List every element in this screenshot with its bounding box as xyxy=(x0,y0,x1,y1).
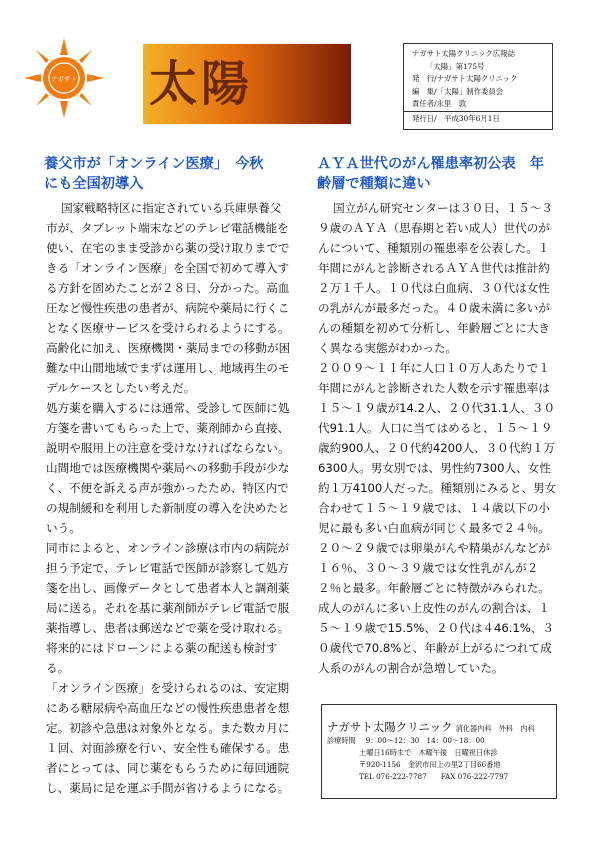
right-article-body xyxy=(318,198,558,678)
clinic-hours: 9：00～12：30 14：00～18：00 xyxy=(365,736,485,745)
title-banner xyxy=(143,44,351,124)
right-article-headline xyxy=(317,154,577,194)
editor: 編 集/「太陽」制作委員会 xyxy=(412,86,504,96)
publication-info-box xyxy=(403,43,553,130)
publisher: 発 行/ナガサト太陽クリニック xyxy=(412,74,518,84)
left-paragraph-3: 同市によると、オンライン診療は市内の病院が担う予定で、テレビ電話で医師が診察して処方箋を出し、画像データとして患者本人と調剤薬局に送る。それを基に薬剤師がテレビ電話で服薬指導し、患者は郵送などで薬を受け取れる。将来的にはドローンによる薬の配送も検討する。 xyxy=(46,541,290,675)
hours-label: 診療時間 xyxy=(327,736,356,745)
left-article-body xyxy=(46,198,292,798)
clinic-fax: FAX 076-222-7797 xyxy=(440,772,509,781)
publication-name: ナガサト太陽クリニック広報誌 xyxy=(412,49,515,58)
clinic-name: ナガサト太陽クリニック xyxy=(327,720,453,734)
clinic-departments: 消化器内科 外科 内科 xyxy=(455,724,535,733)
sun-logo-icon xyxy=(22,36,106,120)
right-headline-line-2: 齢層で種類に違い xyxy=(317,176,431,192)
info-divider xyxy=(404,111,553,112)
right-paragraph-2: ２００９～１１年に人口１０万人あたりで１年間にがんと診断された人数を示す罹患率は１５～１９歳が14.2人、２０代31.1人、３０代91.1人。人口に当てはめると、１５～１９歳約900人、２０代約4200人、３０代約１万6300人。男女別では、男性約7300人、女性約１万4100人だった。種類別にみると、男女合わせて１５～１９歳では、１４歳以下の小児に最も多い白血病が同じく最多で２４％。２０～２９歳では卵巣がんや精巣がんなどが１６％、３０～３９歳では女性乳がんが２２％と最多。年齢層ごとに特徴がみられた。成人のがんに多い上皮性のがんの割合は、１５～１９歳で15.5%、２０代は４46.1%、３０歳代で70.8%と、年齢が上がるにつれて成人系のがんの割合が急増していた。 xyxy=(318,361,557,675)
right-headline-line-1: ＡＹＡ世代のがん罹患率初公表 年 xyxy=(317,156,545,172)
left-headline-line-2: にも全国初導入 xyxy=(44,176,144,192)
logo-text: ナガサト xyxy=(51,75,77,83)
newsletter-title: 太陽 xyxy=(149,56,254,112)
right-paragraph-1: 国立がん研究センターは３０日、１５～３９歳のＡＹＡ（思春期と若い成人）世代のがんについて、種類別の罹患率を公表した。１年間にがんと診断されるＡＹＡ世代は推計約２万１千人。１０代は白血病、３０代は女性の乳がんが最多だった。４０歳未満に多いがんの種類を初めて分析し、年齢層ごとに大きく異なる実態がわかった。 xyxy=(318,201,553,355)
issue-number: 「太陽」第175号 xyxy=(426,61,485,71)
left-paragraph-4: 「オンライン医療」を受けられるのは、安定期にある糖尿病や高血圧などの慢性疾患患者を想定。初診や急患は対象外となる。また数カ月に１回、対面診療を行い、安全性も確保する。患者にとっては、同じ薬をもらうために毎回通院し、薬局に足を運ぶ手間が省けるようになる。 xyxy=(46,681,290,795)
clinic-tel: TEL 076-222-7787 xyxy=(359,772,427,781)
responsible-person: 責任者/永里 敦 xyxy=(412,99,467,109)
left-paragraph-2: 処方薬を購入するには通常、受診して医師に処方箋を書いてもらった上で、薬剤師から直接、説明や服用上の注意を受けなければならない。山間地では医療機関や薬局への移動手段が少なく、不便を訴える声が強かったため、特区内での規制緩和を利用した新制度の導入を決めたという。 xyxy=(46,401,290,535)
left-article-headline xyxy=(44,154,304,194)
left-paragraph-1: 国家戦略特区に指定されている兵庫県養父市が、タブレット端末などのテレビ電話機能を使い、在宅のまま受診から薬の受け取りまでできる「オンライン医療」を全国で初めて導入する方針を固めたことが２８日、分かった。高血圧など慢性疾患の患者が、病院や薬局に行くことなく医療サービスを受けられるようにする。高齢化に加え、医療機関・薬局までの移動が困難な中山間地域でまずは運用し、地域再生のモデルケースとしたい考えだ。 xyxy=(46,201,291,395)
publish-date: 発行日/ 平成30年6月1日 xyxy=(412,113,500,123)
left-headline-line-1: 養父市が「オンライン医療」 今秋 xyxy=(44,156,264,172)
saturday-hours: 土曜日16時まで 木曜午後 日曜祝日休診 xyxy=(359,748,498,757)
clinic-info-box xyxy=(321,704,557,799)
clinic-address: 〒920-1156 金沢市田上の里2丁目66番地 xyxy=(359,760,501,769)
